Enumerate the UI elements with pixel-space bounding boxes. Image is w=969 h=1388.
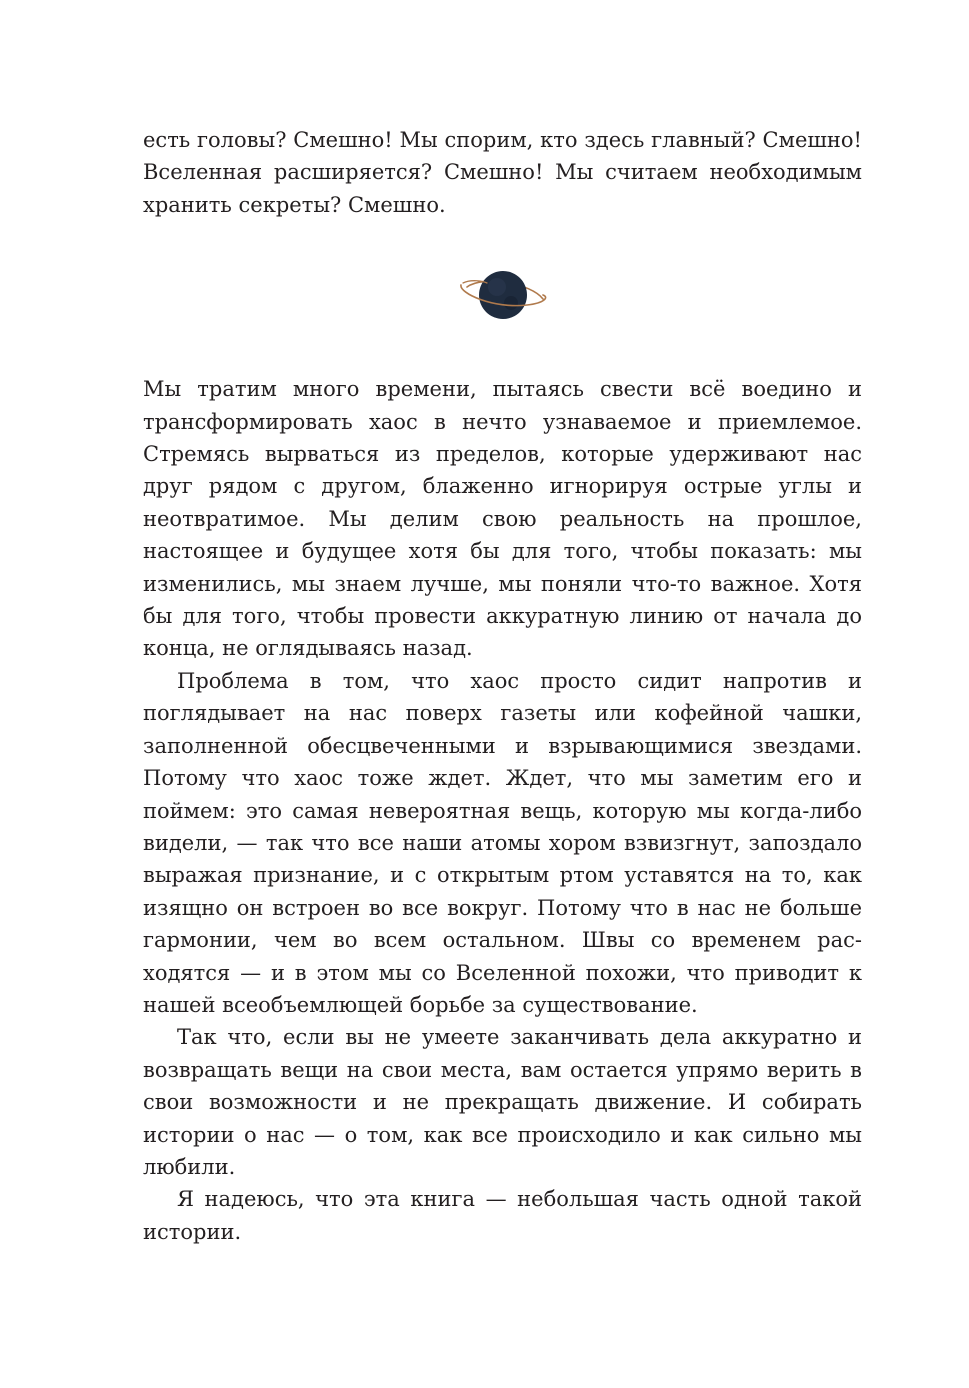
planet-icon <box>453 263 553 325</box>
paragraph-continuation: есть головы? Смешно! Мы спорим, кто здесь главный? Смешно! Вселенная расширяется? Смешно! Мы считаем необходимым хранить секреты? Смешно. <box>143 128 862 217</box>
paragraph-1: Мы тратим много времени, пытаясь свести всё воедино и трансформировать хаос в нечто узнаваемое и приемлемое. Стремясь вырваться из пределов, которые удерживают нас друг рядом с другом, блаженно игнорируя острые углы и неотвратимое. Мы делим свою реальность на прошлое, настоящее и будущее хотя бы для того, чтобы показать: мы изменились, мы знаем лучше, мы поняли что-то важное. Хотя бы для того, чтобы провести аккуратную линию от начала до конца, не оглядываясь назад. <box>143 377 862 661</box>
paragraph-3: Так что, если вы не умеете заканчивать дела аккуратно и возвращать вещи на свои места, вам остается упрямо верить в свои возможности и не прекращать движение. И собирать истории о нас — о том, как все происходило и как сильно мы любили. <box>143 1025 862 1179</box>
paragraph-2: Проблема в том, что хаос просто сидит напротив и поглядывает на нас поверх газеты или кофейной чашки, заполненной обесцвеченными и взрывающимися звездами. Потому что хаос тоже ждет. Ждет, что мы заметим его и поймем: это самая невероятная вещь, которую мы когда-либо видели, — так что все наши атомы хором взвизгнут, запоздало выражая признание, и с открытым ртом уставятся на то, как изящно он встроен во все вокруг. Потому что в нас не больше гармонии, чем во всем остальном. Швы со временем расходятся — и в этом мы со Вселенной похожи, что приводит к нашей всеобъемлющей борьбе за существование. <box>143 668 862 1017</box>
planet-body <box>479 271 527 319</box>
page-body <box>143 124 862 1248</box>
paragraph-4: Я надеюсь, что эта книга — небольшая часть одной такой истории. <box>143 1187 862 1244</box>
